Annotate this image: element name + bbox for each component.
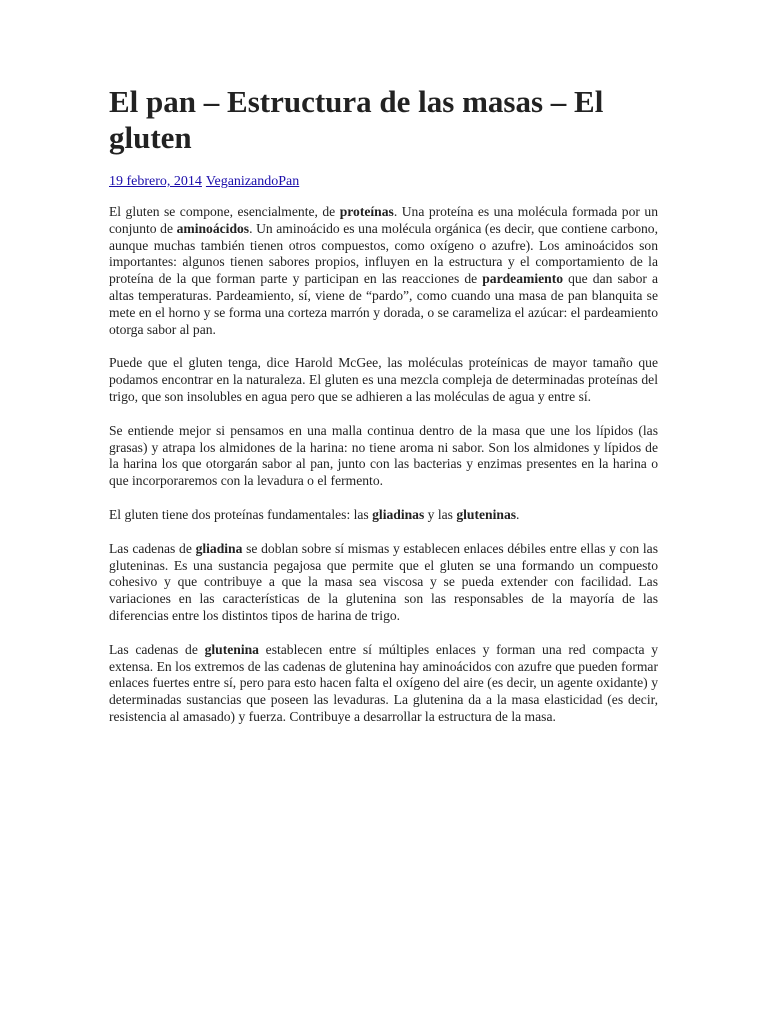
bold-term: gliadinas xyxy=(372,506,425,522)
text-span: . Una proteína es una molécula formada por un conjunto de xyxy=(109,204,658,236)
date-link[interactable]: 19 febrero, 2014 xyxy=(109,174,202,189)
article-body xyxy=(109,204,658,726)
bold-term: aminoácidos xyxy=(176,220,250,236)
text-span: establecen entre sí múltiples enlaces y forman una red compacta y extensa. En los extremos de las cadenas de glutenina hay aminoácidos con azufre que pueden formar enlaces fuertes entre sí, pero para esto hacen falta el oxígeno del aire (es decir, un agente oxidante) y determinadas sustancias que poseen las levaduras. La glutenina da a la masa elasticidad (es decir, resistencia al amasado) y fuerza. Contribuye a desarrollar la estructura de la masa. xyxy=(109,641,659,724)
article xyxy=(109,84,658,743)
text-span: Las cadenas de xyxy=(109,641,205,657)
text-span: . Un aminoácido es una molécula orgánica (es decir, que contiene carbono, aunque muchas también tienen otros compuestos, como oxígeno o azufre). Los aminoácidos son importantes: algunos tienen sabores propios, influyen en la estructura y el comportamiento de la proteína de la que forman parte y participan en las reacciones de xyxy=(109,220,658,287)
article-meta xyxy=(109,173,658,191)
paragraph-1 xyxy=(109,204,658,338)
paragraph-3: Se entiende mejor si pensamos en una malla continua dentro de la masa que une los lípidos (las grasas) y atrapa los almidones de la harina: no tiene aroma ni sabor. Son los almidones y lípidos de la harina los que otorgarán sabor al pan, junto con las bacterias y enzimas presentes en la harina o que incorporaremos con la levadura o el fermento. xyxy=(109,422,658,489)
bold-term: gliadina xyxy=(195,540,243,556)
bold-term: pardeamiento xyxy=(482,271,564,287)
text-span: . xyxy=(516,506,520,522)
text-span: que dan sabor a altas temperaturas. Pardeamiento, sí, viene de “pardo”, como cuando una masa de pan blanquita se mete en el horno y se forma una corteza marrón y dorada, o se carameliza el azúcar: el pardeamiento otorga sabor al pan. xyxy=(109,271,659,337)
bold-term: glutenina xyxy=(204,641,259,657)
text-span: Las cadenas de xyxy=(109,540,196,556)
paragraph-4 xyxy=(109,507,658,524)
bold-term: proteínas xyxy=(339,204,394,219)
paragraph-5 xyxy=(109,541,658,625)
bold-term: gluteninas xyxy=(456,506,517,522)
paragraph-2: Puede que el gluten tenga, dice Harold McGee, las moléculas proteínicas de mayor tamaño que podamos encontrar en la naturaleza. El gluten es una mezcla compleja de determinadas proteínas del trigo, que son insolubles en agua pero que se adhieren a las moléculas de agua y entre sí. xyxy=(109,355,658,404)
text-span: El gluten se compone, esencialmente, de xyxy=(109,204,340,219)
text-span: El gluten tiene dos proteínas fundamentales: las xyxy=(109,506,373,522)
paragraph-6 xyxy=(109,642,658,726)
article-title: El pan – Estructura de las masas – El gluten xyxy=(109,84,604,155)
author-link[interactable]: VeganizandoPan xyxy=(205,174,300,189)
text-span: se doblan sobre sí mismas y establecen enlaces débiles entre ellas y con las gluteninas. Es una sustancia pegajosa que permite que el gluten se una formando un compuesto cohesivo y que contribuye a que la masa sea viscosa y se pueda extender con facilidad. Las variaciones en las características de la glutenina son las responsables de la mayoría de las diferencias entre los distintos tipos de harina de trigo. xyxy=(109,540,658,623)
text-span: y las xyxy=(424,506,457,522)
